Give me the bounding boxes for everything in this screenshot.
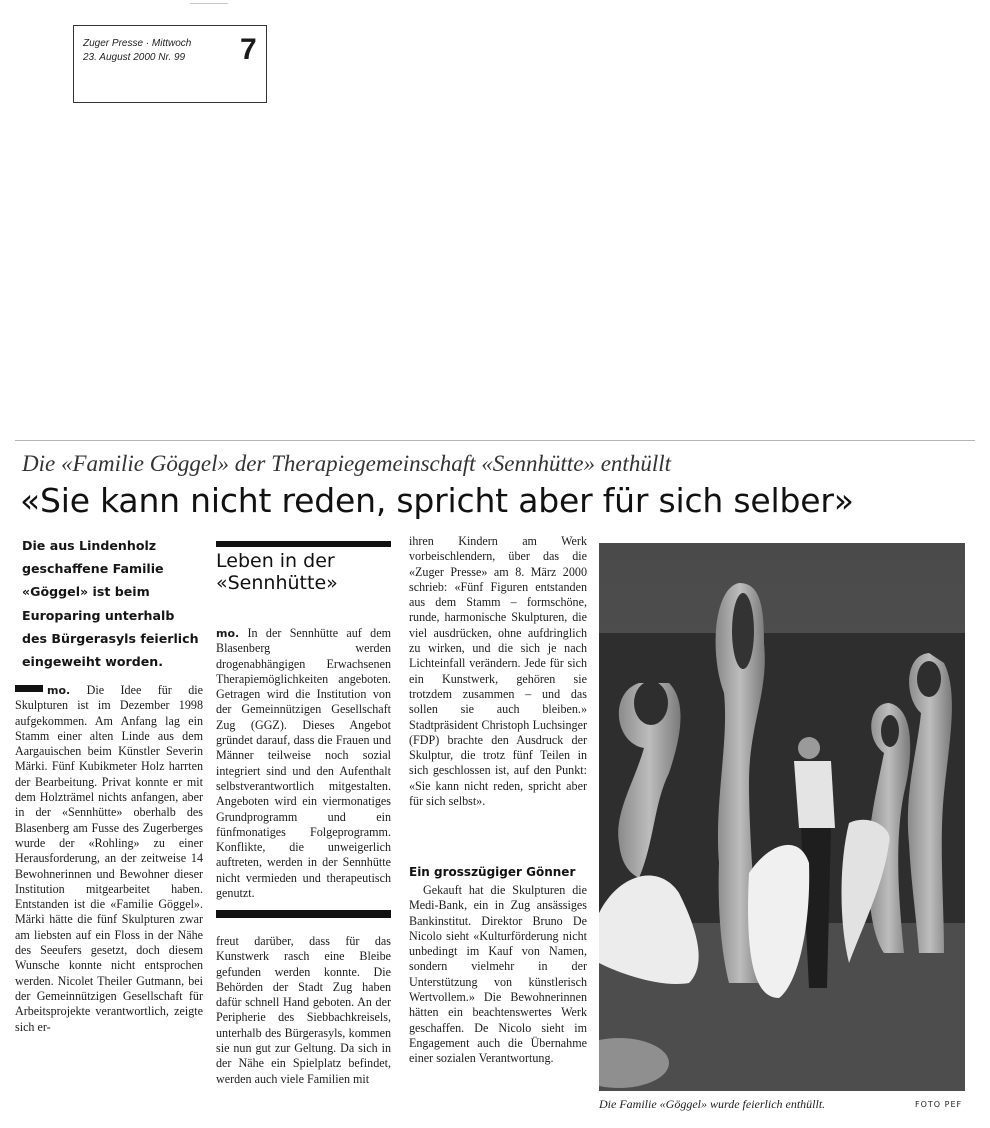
photo-credit: FOTO PEF (915, 1100, 963, 1109)
sidebar-byline: mo. (216, 627, 240, 640)
sidebar-title (216, 550, 394, 594)
paragraph-marker-icon (15, 685, 43, 692)
sidebar-title-line2: «Sennhütte» (216, 572, 338, 594)
masthead-date: 23. August 2000 Nr. 99 (83, 52, 186, 63)
top-edge-line (190, 3, 228, 4)
article-column-2: freut darüber, dass für das Kunstwerk rasch eine Bleibe gefunden werden konnte. Die Behörden der Stadt Zug haben dafür schnell Hand geboten. An der Peripherie des Siebbachkreisels, unterhalb des Bürgerasyls, kommen sie nun gut zur Geltung. Da sich in der Nähe ein Spielplatz befindet, werden auch viele Familien mit (216, 934, 391, 1086)
masthead-text (83, 37, 191, 65)
article-column-3b: Gekauft hat die Skulpturen die Medi-Bank, ein in Zug ansässiges Bankinstitut. Direktor Bruno De Nicolo sieht «Kulturförderung nicht unbedingt im Kauf von Namen, sondern vielmehr in der Unterstützung von künstlerisch Wertvollem.» Die Bewohnerinnen hätten ein beachtenswertes Werk geschaffen. De Nicolo sieht im Engagement auch die Übernahme einer sozialen Verantwortung. (409, 883, 587, 1066)
sidebar-title-line1: Leben in der (216, 550, 335, 572)
article-column-3: ihren Kindern am Werk vorbeischlendern, über das die «Zuger Presse» am 8. März 2000 schrieb: «Fünf Figuren entstanden aus dem Stamm – formschöne, runde, harmonische Skulpturen, die viel ausdrücken, ohne aufdringlich zu wirken, und die sich je nach Lichteinfall verändern. Jede für sich ein Kunstwerk, gehören sie trotzdem zusammen – und das sollen sie auch bleiben.» Stadtpräsident Christoph Luchsinger (FDP) brachte den Ausdruck der Skulptur, die trotz fünf Teilen in sich geschlossen ist, auf den Punkt: «Sie kann nicht reden, spricht aber für sich selbst». (409, 534, 587, 809)
photo-caption: Die Familie «Göggel» wurde feierlich enthüllt. (599, 1097, 826, 1111)
article-top-rule (15, 440, 975, 441)
masthead-publication: Zuger Presse · Mittwoch (83, 38, 192, 49)
article-kicker: Die «Familie Göggel» der Therapiegemeinschaft «Sennhütte» enthüllt (22, 451, 671, 476)
sidebar-top-bar (216, 541, 391, 547)
sidebar-body (216, 626, 391, 901)
masthead-box (73, 25, 267, 103)
sculpture-photo (599, 543, 965, 1091)
article-column-1 (15, 683, 203, 1035)
sidebar-text: In der Sennhütte auf dem Blasenberg werden drogenabhängigen Erwachsenen Therapiemöglichkeiten angeboten. Getragen wird die Institution von der Gemeinnützigen Gesellschaft Zug (GGZ). Dieses Angebot gründet darauf, dass die Frauen und Männer teilweise noch sozial integriert sind und den Aufenthalt selbstverantwortlich mitgestalten. Angeboten wird ein viermonatiges Grundprogramm und ein fünfmonatiges Folgeprogramm. Konflikte, die unweigerlich auftreten, werden in der Sennhütte nicht vermieden und therapeutisch genutzt. (216, 626, 391, 901)
sculpture-photo-image (599, 543, 965, 1091)
article-lead: Die aus Lindenholz geschaffene Familie «Göggel» ist beim Europaring unterhalb des Bürgerasyls feierlich eingeweiht worden. (22, 538, 199, 670)
column-1-text: Die Idee für die Skulpturen ist im Dezember 1998 aufgekommen. Am Anfang lag ein Stamm einer alten Linde aus dem Aargauischen beim Künstler Severin Märki. Fünf Kubikmeter Holz harrten der Bearbeitung. Privat konnte er mit dem Holzträmel nichts anfangen, aber in der «Sennhütte» oberhalb des Blasenberg am Fusse des Zugerberges wurde der «Rohling» zu einer Herausforderung, an der zeitweise 14 Bewohnerinnen und Bewohner dieser Institution mitgearbeitet haben. Entstanden ist die «Familie Göggel». Märki hätte die fünf Skulpturen zwar am liebsten auf ein Floss in der Nähe des Seeufers gesetzt, doch diesem Wunsche konnte nicht entsprochen werden. Nicolet Theiler Gutmann, bei der Gemeinnützigen Gesellschaft für Arbeitsprojekte verantwortlich, zeigte sich er- (15, 683, 204, 1034)
article-byline: mo. (47, 684, 71, 697)
article-headline: «Sie kann nicht reden, spricht aber für sich selber» (20, 481, 854, 520)
sidebar-bottom-bar (216, 910, 391, 918)
article-subhead: Ein grosszügiger Gönner (409, 865, 576, 879)
page-number: 7 (240, 33, 257, 66)
